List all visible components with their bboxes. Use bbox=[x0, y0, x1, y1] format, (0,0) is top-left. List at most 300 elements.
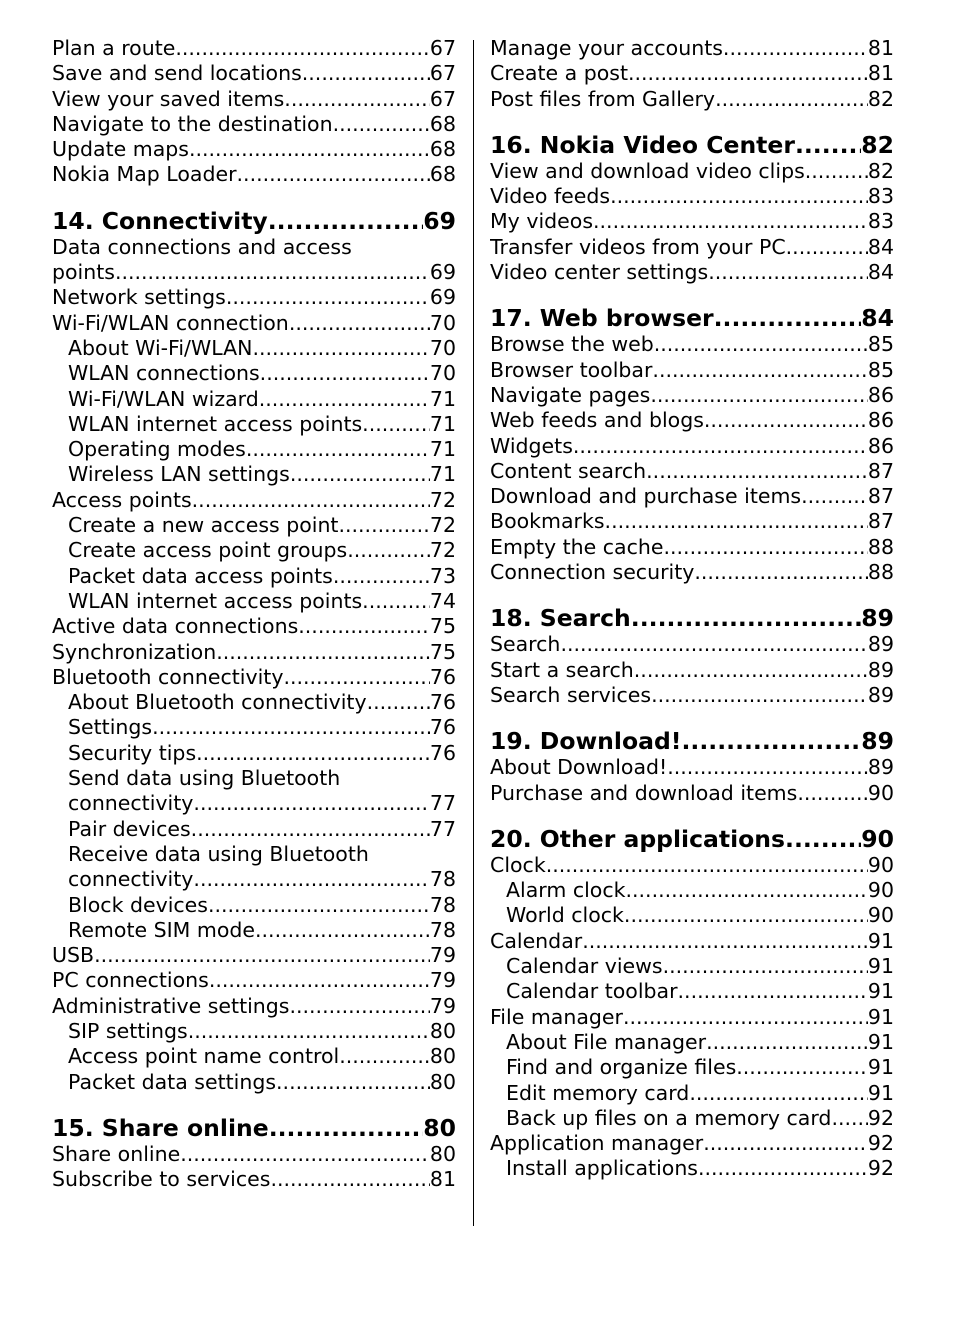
toc-entry-synchronization[interactable] bbox=[52, 640, 456, 665]
toc-entry-create-access-point-groups[interactable] bbox=[52, 538, 456, 563]
page-number: 91 bbox=[867, 1080, 894, 1105]
page-number: 90 bbox=[867, 780, 894, 805]
toc-entry-download-and-purchase-items[interactable] bbox=[490, 484, 894, 509]
toc-entry-start-a-search[interactable] bbox=[490, 658, 894, 683]
page-number: 81 bbox=[867, 36, 894, 60]
page-number: 89 bbox=[867, 682, 894, 707]
dot-leader bbox=[663, 954, 868, 979]
entry-title: PC connections bbox=[52, 968, 209, 993]
dot-leader bbox=[560, 632, 867, 657]
entry-title: Plan a route bbox=[52, 36, 176, 60]
toc-entry-file-manager[interactable] bbox=[490, 1005, 894, 1030]
page-number: 86 bbox=[867, 408, 894, 433]
page-number: 92 bbox=[867, 1105, 894, 1130]
toc-entry-search[interactable] bbox=[490, 632, 894, 657]
toc-entry-purchase-and-download-items[interactable] bbox=[490, 781, 894, 806]
dot-leader bbox=[634, 658, 868, 683]
page-number: 82 bbox=[861, 131, 894, 159]
entry-title: Nokia Map Loader bbox=[52, 162, 237, 187]
entry-title: Packet data access points bbox=[68, 563, 333, 588]
toc-heading-16-nokia-video-center[interactable] bbox=[490, 132, 894, 159]
column-divider bbox=[473, 40, 474, 1226]
entry-title: Browse the web bbox=[490, 332, 654, 357]
entry-title: About Bluetooth connectivity bbox=[68, 690, 367, 715]
heading-title: 16. Nokia Video Center bbox=[490, 131, 795, 159]
toc-entry-remote-sim-mode[interactable] bbox=[52, 918, 456, 943]
entry-title: Search services bbox=[490, 682, 652, 707]
entry-title: Bluetooth connectivity bbox=[52, 664, 284, 689]
page-number: 76 bbox=[429, 740, 456, 765]
entry-title: points bbox=[52, 260, 115, 285]
entry-title: Remote SIM mode bbox=[68, 917, 256, 942]
toc-entry-usb[interactable] bbox=[52, 943, 456, 968]
toc-entry-about-download[interactable] bbox=[490, 755, 894, 780]
page-number: 86 bbox=[867, 382, 894, 407]
entry-title: Access point name control bbox=[68, 1044, 340, 1069]
entry-title: Browser toolbar bbox=[490, 357, 653, 382]
entry-title: Alarm clock bbox=[506, 878, 626, 903]
toc-entry-connectivity[interactable] bbox=[52, 867, 456, 892]
entry-title: Block devices bbox=[68, 892, 208, 917]
toc-entry-nokia-map-loader[interactable] bbox=[52, 162, 456, 187]
toc-entry-administrative-settings[interactable] bbox=[52, 994, 456, 1019]
page-number: 68 bbox=[429, 137, 456, 162]
page-number: 89 bbox=[861, 605, 894, 633]
dot-leader bbox=[302, 61, 430, 86]
dot-leader bbox=[338, 513, 429, 538]
dot-leader bbox=[339, 1044, 430, 1069]
page-number: 91 bbox=[867, 928, 894, 953]
page-number: 68 bbox=[429, 111, 456, 136]
toc-entry-search-services[interactable] bbox=[490, 683, 894, 708]
page-number: 91 bbox=[867, 1055, 894, 1080]
dot-leader bbox=[226, 285, 430, 310]
toc-entry-create-a-new-access-point[interactable] bbox=[52, 513, 456, 538]
toc-entry-connection-security[interactable] bbox=[490, 560, 894, 585]
page-number: 91 bbox=[867, 979, 894, 1004]
dot-leader bbox=[347, 538, 430, 563]
entry-title: Save and send locations bbox=[52, 61, 302, 86]
toc-entry-wireless-lan-settings[interactable] bbox=[52, 462, 456, 487]
toc-entry-bluetooth-connectivity[interactable] bbox=[52, 665, 456, 690]
toc-entry-install-applications[interactable] bbox=[490, 1156, 894, 1181]
dot-leader bbox=[626, 878, 868, 903]
page-number: 82 bbox=[867, 158, 894, 183]
entry-title: Empty the cache bbox=[490, 534, 664, 559]
toc-entry-network-settings[interactable] bbox=[52, 285, 456, 310]
entry-title: Administrative settings bbox=[52, 993, 290, 1018]
toc-entry-navigate-pages[interactable] bbox=[490, 383, 894, 408]
page-number: 72 bbox=[429, 538, 456, 563]
toc-entry-packet-data-access-points[interactable] bbox=[52, 564, 456, 589]
entry-title: Send data using Bluetooth bbox=[68, 766, 341, 791]
page-number: 85 bbox=[867, 332, 894, 357]
page-number: 77 bbox=[429, 791, 456, 816]
toc-entry-create-a-post[interactable] bbox=[490, 61, 894, 86]
toc-entry-find-and-organize-files[interactable] bbox=[490, 1055, 894, 1080]
toc-entry-block-devices[interactable] bbox=[52, 893, 456, 918]
toc-entry-view-and-download-video-clips[interactable] bbox=[490, 159, 894, 184]
toc-entry-edit-memory-card[interactable] bbox=[490, 1081, 894, 1106]
entry-title: Share online bbox=[52, 1141, 181, 1166]
page-number: 75 bbox=[429, 639, 456, 664]
page-number: 70 bbox=[429, 310, 456, 335]
page-number: 87 bbox=[867, 484, 894, 509]
page-number: 89 bbox=[867, 632, 894, 657]
entry-title: connectivity bbox=[68, 867, 194, 892]
dot-leader bbox=[196, 741, 430, 766]
toc-entry-access-points[interactable] bbox=[52, 488, 456, 513]
dot-leader bbox=[786, 235, 868, 260]
toc-entry-sip-settings[interactable] bbox=[52, 1019, 456, 1044]
entry-title: Navigate pages bbox=[490, 382, 651, 407]
entry-title: Create a new access point bbox=[68, 513, 339, 538]
toc-entry-pc-connections[interactable] bbox=[52, 968, 456, 993]
dot-leader bbox=[290, 462, 430, 487]
dot-leader bbox=[180, 1142, 430, 1167]
entry-title: Data connections and access bbox=[52, 234, 352, 259]
dot-leader bbox=[694, 560, 868, 585]
toc-entry-plan-a-route[interactable] bbox=[52, 36, 456, 61]
entry-title: Edit memory card bbox=[506, 1080, 690, 1105]
entry-title: Search bbox=[490, 632, 561, 657]
entry-title: View and download video clips bbox=[490, 158, 805, 183]
dot-leader bbox=[573, 434, 868, 459]
page-number: 69 bbox=[429, 285, 456, 310]
heading-title: 14. Connectivity bbox=[52, 207, 268, 235]
dot-leader bbox=[362, 412, 430, 437]
toc-entry-browse-the-web[interactable] bbox=[490, 332, 894, 357]
page-number: 92 bbox=[867, 1156, 894, 1181]
toc-entry-share-online[interactable] bbox=[52, 1142, 456, 1167]
toc-entry-packet-data-settings[interactable] bbox=[52, 1070, 456, 1095]
dot-leader bbox=[785, 826, 861, 853]
toc-entry-wrapped-line bbox=[52, 842, 456, 867]
dot-leader bbox=[652, 358, 867, 383]
dot-leader bbox=[289, 994, 429, 1019]
entry-title: WLAN internet access points bbox=[68, 411, 363, 436]
page-number: 84 bbox=[867, 234, 894, 259]
dot-leader bbox=[689, 1081, 868, 1106]
entry-title: Calendar views bbox=[506, 954, 663, 979]
toc-entry-empty-the-cache[interactable] bbox=[490, 535, 894, 560]
toc-entry-calendar-views[interactable] bbox=[490, 954, 894, 979]
heading-title: 17. Web browser bbox=[490, 305, 714, 333]
page-number: 89 bbox=[867, 657, 894, 682]
dot-leader bbox=[175, 36, 430, 61]
toc-entry-web-feeds-and-blogs[interactable] bbox=[490, 408, 894, 433]
entry-title: Install applications bbox=[506, 1156, 698, 1181]
toc-entry-calendar[interactable] bbox=[490, 929, 894, 954]
page-number: 81 bbox=[867, 61, 894, 86]
page-number: 83 bbox=[867, 184, 894, 209]
page-number: 76 bbox=[429, 690, 456, 715]
page-number: 81 bbox=[429, 1167, 456, 1192]
toc-entry-view-your-saved-items[interactable] bbox=[52, 87, 456, 112]
dot-leader bbox=[333, 112, 430, 137]
dot-leader bbox=[260, 361, 430, 386]
toc-entry-save-and-send-locations[interactable] bbox=[52, 61, 456, 86]
dot-leader bbox=[276, 1070, 430, 1095]
dot-leader bbox=[192, 488, 430, 513]
toc-heading-15-share-online[interactable] bbox=[52, 1115, 456, 1142]
entry-title: File manager bbox=[490, 1004, 623, 1029]
entry-title: My videos bbox=[490, 209, 594, 234]
toc-entry-bookmarks[interactable] bbox=[490, 509, 894, 534]
entry-title: Content search bbox=[490, 458, 647, 483]
page-number: 80 bbox=[423, 1114, 456, 1142]
toc-entry-video-feeds[interactable] bbox=[490, 184, 894, 209]
page-number: 83 bbox=[867, 209, 894, 234]
entry-title: Settings bbox=[68, 715, 153, 740]
entry-title: Widgets bbox=[490, 433, 573, 458]
dot-leader bbox=[593, 209, 868, 234]
page-number: 89 bbox=[861, 728, 894, 756]
entry-title: Web feeds and blogs bbox=[490, 408, 704, 433]
toc-entry-application-manager[interactable] bbox=[490, 1131, 894, 1156]
entry-title: Video center settings bbox=[490, 260, 709, 285]
toc-entry-update-maps[interactable] bbox=[52, 137, 456, 162]
toc-heading-20-other-applications[interactable] bbox=[490, 826, 894, 853]
page-number: 89 bbox=[867, 755, 894, 780]
entry-title: Purchase and download items bbox=[490, 780, 798, 805]
dot-leader bbox=[646, 459, 868, 484]
dot-leader bbox=[362, 589, 430, 614]
dot-leader bbox=[582, 929, 868, 954]
page-number: 87 bbox=[867, 509, 894, 534]
dot-leader bbox=[209, 968, 430, 993]
entry-title: SIP settings bbox=[68, 1018, 188, 1043]
dot-leader bbox=[714, 305, 862, 332]
toc-entry-access-point-name-control[interactable] bbox=[52, 1044, 456, 1069]
page-number: 74 bbox=[429, 588, 456, 613]
dot-leader bbox=[650, 383, 868, 408]
dot-leader bbox=[94, 943, 430, 968]
page-number: 71 bbox=[429, 411, 456, 436]
page-number: 72 bbox=[429, 487, 456, 512]
entry-title: Video feeds bbox=[490, 184, 611, 209]
dot-leader bbox=[624, 903, 868, 928]
toc-entry-wlan-internet-access-points[interactable] bbox=[52, 412, 456, 437]
entry-title: Find and organize files bbox=[506, 1055, 737, 1080]
toc-entry-settings[interactable] bbox=[52, 715, 456, 740]
page-number: 91 bbox=[867, 1029, 894, 1054]
dot-leader bbox=[605, 509, 868, 534]
toc-entry-pair-devices[interactable] bbox=[52, 817, 456, 842]
dot-leader bbox=[631, 605, 862, 632]
toc-entry-video-center-settings[interactable] bbox=[490, 260, 894, 285]
dot-leader bbox=[333, 564, 430, 589]
entry-title: Start a search bbox=[490, 657, 634, 682]
dot-leader bbox=[704, 408, 868, 433]
entry-title: WLAN internet access points bbox=[68, 588, 363, 613]
page-number: 87 bbox=[867, 458, 894, 483]
toc-entry-points[interactable] bbox=[52, 260, 456, 285]
entry-title: Create a post bbox=[490, 61, 628, 86]
toc-entry-browser-toolbar[interactable] bbox=[490, 358, 894, 383]
page-number: 78 bbox=[429, 892, 456, 917]
dot-leader bbox=[706, 1030, 868, 1055]
entry-title: Back up files on a memory card bbox=[506, 1105, 832, 1130]
toc-entry-my-videos[interactable] bbox=[490, 209, 894, 234]
entry-title: Operating modes bbox=[68, 437, 246, 462]
dot-leader bbox=[723, 36, 868, 61]
page-number: 77 bbox=[429, 816, 456, 841]
page-number: 79 bbox=[429, 993, 456, 1018]
page-number: 90 bbox=[867, 903, 894, 928]
toc-entry-widgets[interactable] bbox=[490, 434, 894, 459]
dot-leader bbox=[801, 484, 868, 509]
entry-title: Wi-Fi/WLAN connection bbox=[52, 310, 289, 335]
dot-leader bbox=[797, 781, 868, 806]
page-number: 82 bbox=[867, 86, 894, 111]
dot-leader bbox=[708, 260, 868, 285]
entry-title: Transfer videos from your PC bbox=[490, 234, 786, 259]
toc-entry-about-wi-fi-wlan[interactable] bbox=[52, 336, 456, 361]
entry-title: Download and purchase items bbox=[490, 484, 802, 509]
toc-entry-transfer-videos-from-your-pc[interactable] bbox=[490, 235, 894, 260]
toc-entry-calendar-toolbar[interactable] bbox=[490, 979, 894, 1004]
toc-heading-17-web-browser[interactable] bbox=[490, 305, 894, 332]
toc-entry-wlan-internet-access-points[interactable] bbox=[52, 589, 456, 614]
entry-title: About Wi-Fi/WLAN bbox=[68, 335, 253, 360]
entry-title: Subscribe to services bbox=[52, 1167, 271, 1192]
page-number: 91 bbox=[867, 954, 894, 979]
page-number: 88 bbox=[867, 560, 894, 585]
dot-leader bbox=[193, 791, 429, 816]
page-number: 71 bbox=[429, 462, 456, 487]
dot-leader bbox=[715, 87, 868, 112]
toc-entry-wlan-connections[interactable] bbox=[52, 361, 456, 386]
dot-leader bbox=[610, 184, 868, 209]
entry-title: Bookmarks bbox=[490, 509, 605, 534]
heading-title: 18. Search bbox=[490, 605, 631, 633]
toc-heading-14-connectivity[interactable] bbox=[52, 208, 456, 235]
toc-entry-wi-fi-wlan-wizard[interactable] bbox=[52, 387, 456, 412]
page-number: 75 bbox=[429, 614, 456, 639]
dot-leader bbox=[678, 979, 868, 1004]
toc-entry-post-files-from-gallery[interactable] bbox=[490, 87, 894, 112]
entry-title: View your saved items bbox=[52, 86, 285, 111]
entry-title: Create access point groups bbox=[68, 538, 348, 563]
page-number: 90 bbox=[861, 825, 894, 853]
toc-entry-about-bluetooth-connectivity[interactable] bbox=[52, 690, 456, 715]
page-number: 85 bbox=[867, 357, 894, 382]
entry-title: Wireless LAN settings bbox=[68, 462, 290, 487]
toc-entry-clock[interactable] bbox=[490, 853, 894, 878]
dot-leader bbox=[651, 683, 868, 708]
entry-title: Calendar bbox=[490, 928, 583, 953]
dot-leader bbox=[367, 690, 430, 715]
dot-leader bbox=[252, 336, 429, 361]
toc-column-right bbox=[490, 36, 894, 1182]
toc-entry-world-clock[interactable] bbox=[490, 903, 894, 928]
page-number: 88 bbox=[867, 534, 894, 559]
page-number: 80 bbox=[429, 1044, 456, 1069]
page-number: 67 bbox=[429, 61, 456, 86]
toc-entry-alarm-clock[interactable] bbox=[490, 878, 894, 903]
dot-leader bbox=[193, 867, 429, 892]
page-number: 69 bbox=[429, 260, 456, 285]
page-number: 92 bbox=[867, 1131, 894, 1156]
dot-leader bbox=[736, 1055, 868, 1080]
page-number: 91 bbox=[867, 1004, 894, 1029]
entry-title: World clock bbox=[506, 903, 624, 928]
entry-title: Application manager bbox=[490, 1131, 704, 1156]
dot-leader bbox=[284, 87, 430, 112]
page-number: 84 bbox=[867, 260, 894, 285]
dot-leader bbox=[269, 1115, 424, 1142]
entry-title: Active data connections bbox=[52, 614, 299, 639]
dot-leader bbox=[259, 387, 430, 412]
toc-entry-content-search[interactable] bbox=[490, 459, 894, 484]
toc-entry-security-tips[interactable] bbox=[52, 741, 456, 766]
entry-title: Manage your accounts bbox=[490, 36, 723, 60]
dot-leader bbox=[628, 61, 868, 86]
dot-leader bbox=[255, 918, 430, 943]
toc-entry-connectivity[interactable] bbox=[52, 791, 456, 816]
dot-leader bbox=[623, 1005, 868, 1030]
page-number: 79 bbox=[429, 943, 456, 968]
toc-entry-subscribe-to-services[interactable] bbox=[52, 1167, 456, 1192]
toc-entry-about-file-manager[interactable] bbox=[490, 1030, 894, 1055]
dot-leader bbox=[268, 208, 424, 235]
page-number: 80 bbox=[429, 1018, 456, 1043]
page-number: 86 bbox=[867, 433, 894, 458]
page-number: 70 bbox=[429, 361, 456, 386]
toc-entry-wi-fi-wlan-connection[interactable] bbox=[52, 311, 456, 336]
toc-heading-19-download[interactable] bbox=[490, 728, 894, 755]
dot-leader bbox=[152, 715, 430, 740]
dot-leader bbox=[115, 260, 430, 285]
heading-title: 15. Share online bbox=[52, 1114, 269, 1142]
toc-entry-operating-modes[interactable] bbox=[52, 437, 456, 462]
entry-title: Calendar toolbar bbox=[506, 979, 678, 1004]
page-number: 73 bbox=[429, 563, 456, 588]
dot-leader bbox=[654, 332, 868, 357]
page-number: 69 bbox=[423, 207, 456, 235]
toc-heading-18-search[interactable] bbox=[490, 605, 894, 632]
page-number: 76 bbox=[429, 664, 456, 689]
toc-entry-back-up-files-on-a-memory-card[interactable] bbox=[490, 1106, 894, 1131]
heading-title: 19. Download! bbox=[490, 728, 682, 756]
dot-leader bbox=[191, 817, 430, 842]
dot-leader bbox=[216, 640, 430, 665]
entry-title: connectivity bbox=[68, 791, 194, 816]
entry-title: Navigate to the destination bbox=[52, 111, 333, 136]
page-number: 71 bbox=[429, 437, 456, 462]
page-number: 67 bbox=[429, 86, 456, 111]
page-number: 84 bbox=[861, 305, 894, 333]
dot-leader bbox=[208, 893, 430, 918]
page-number: 67 bbox=[429, 36, 456, 60]
toc-entry-manage-your-accounts[interactable] bbox=[490, 36, 894, 61]
page-number: 71 bbox=[429, 386, 456, 411]
toc-entry-navigate-to-the-destination[interactable] bbox=[52, 112, 456, 137]
dot-leader bbox=[805, 159, 868, 184]
entry-title: Update maps bbox=[52, 137, 189, 162]
page-number: 70 bbox=[429, 335, 456, 360]
page-number: 90 bbox=[867, 852, 894, 877]
page-number: 79 bbox=[429, 968, 456, 993]
toc-entry-active-data-connections[interactable] bbox=[52, 614, 456, 639]
page-number: 78 bbox=[429, 867, 456, 892]
entry-title: WLAN connections bbox=[68, 361, 260, 386]
dot-leader bbox=[682, 728, 862, 755]
dot-leader bbox=[298, 614, 430, 639]
dot-leader bbox=[703, 1131, 868, 1156]
dot-leader bbox=[189, 137, 430, 162]
